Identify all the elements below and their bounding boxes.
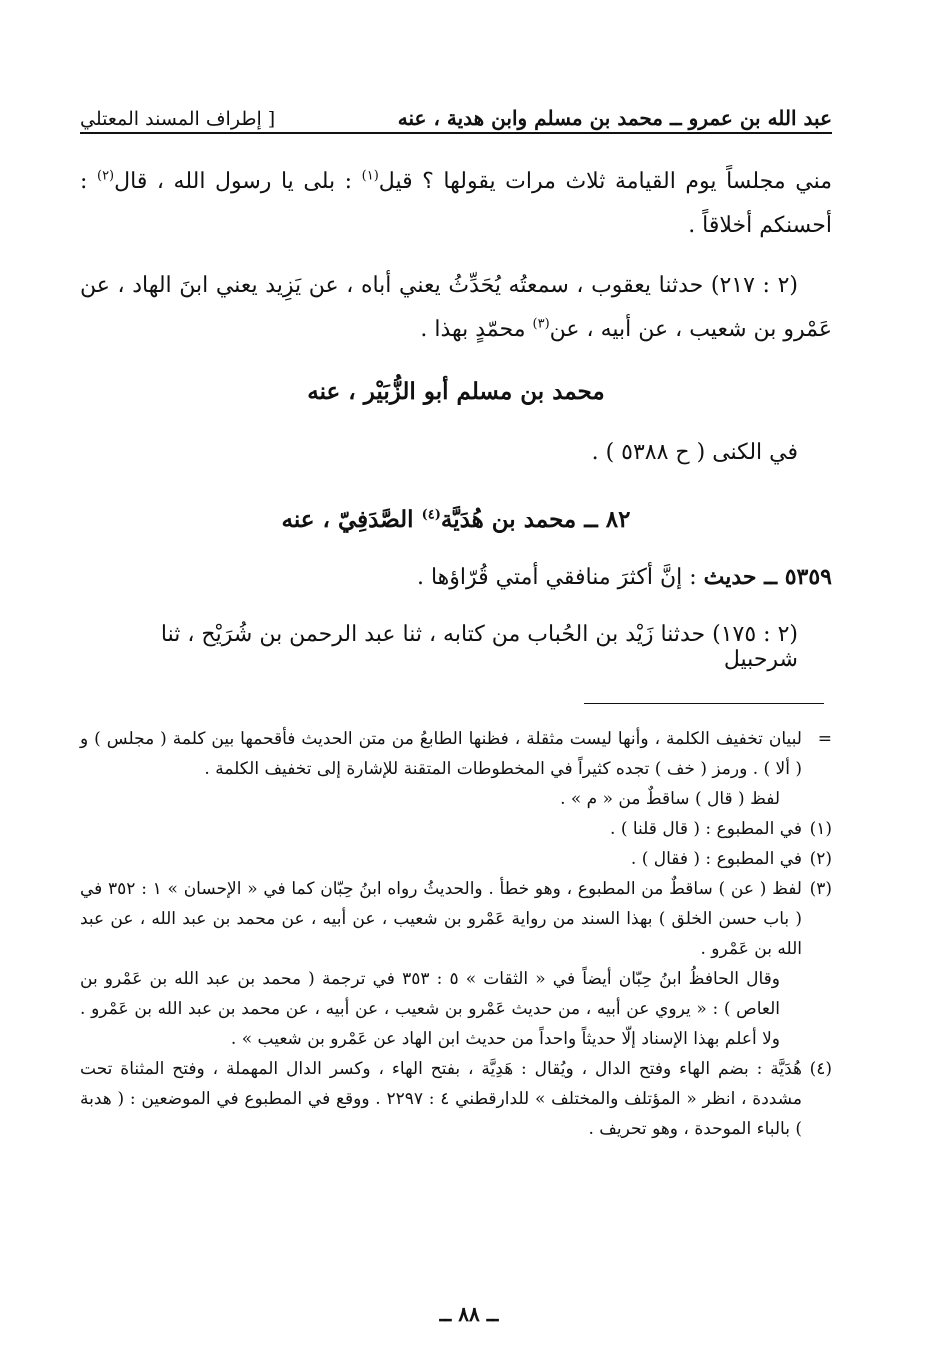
isnad-paragraph xyxy=(80,264,832,352)
heading-text: الصَّدَفِيّ ، عنه xyxy=(281,506,422,533)
paragraph-continued xyxy=(80,160,832,248)
header-rule xyxy=(80,132,832,134)
header-title: عبد الله بن عمرو ــ محمد بن مسلم وابن هدية ، عنه xyxy=(397,106,832,130)
footnote-mark: (٢) xyxy=(809,849,832,869)
footnote-mark: = xyxy=(817,729,832,749)
footnote-text: في المطبوع : ( فقال ) . xyxy=(630,849,802,869)
footnote-text: في المطبوع : ( قال قلنا ) . xyxy=(610,819,802,839)
paragraph-text: (٢ : ٢١٧) حدثنا يعقوب ، سمعتُه يُحَدِّثُ يعني أباه ، عن يَزِيد يعني ابنَ الهاد ، عن عَمْرو بن شعيب ، عن أبيه ، عن xyxy=(80,273,832,342)
paragraph-text: مني مجلساً يوم القيامة ثلاث مرات يقولها ؟ قيل xyxy=(378,169,832,194)
hadith-keyword: حديث xyxy=(703,564,757,590)
footnote-4 xyxy=(80,1054,832,1144)
hadith-entry xyxy=(80,564,832,590)
hadith-text: : إنَّ أكثرَ منافقي أمتي قُرّاؤها . xyxy=(416,565,704,590)
paragraph-text: : بلى يا رسول الله ، قال xyxy=(114,169,362,194)
footnote-mark: (٣) xyxy=(809,879,832,899)
footnote-ref: (٣) xyxy=(532,316,550,332)
hadith-number: ٥٣٥٩ xyxy=(784,564,832,590)
running-header xyxy=(80,96,832,130)
footnote-rule xyxy=(584,703,824,704)
footnote-text: لفظ ( قال ) ساقطٌ من « م » . xyxy=(560,789,780,809)
footnote-ref: (١) xyxy=(361,168,379,184)
footnote-continued xyxy=(80,724,832,814)
section-heading-82 xyxy=(80,506,832,533)
hadith-dash: ــ xyxy=(756,564,785,590)
isnad-paragraph-2: (٢ : ١٧٥) حدثنا زَيْد بن الحُباب من كتابه ، ثنا عبد الرحمن بن شُرَيْح ، ثنا شرحبيل xyxy=(160,622,798,672)
footnote-ref: (٤) xyxy=(421,507,441,523)
footnote-text: وقال الحافظُ ابنُ حِبّان أيضاً في « الثقات » ٥ : ٣٥٣ في ترجمة ( محمد بن عبد الله بن عَمْرو بن العاص ) : « يروي عن أبيه ، من حديث عَمْرو بن شعيب ، عن أبيه ، عن محمد بن عبد الله بن عَمْرو . ولا أعلم بهذا الإسناد إلّا حديثاً واحداً من حديث ابن الهاد عن عَمْرو بن شعيب » . xyxy=(80,969,780,1049)
paragraph-text: : أحسنكم أخلاقاً . xyxy=(80,169,832,238)
page-number: ــ ٨٨ ــ xyxy=(439,1302,499,1326)
footnote-3 xyxy=(80,874,832,1054)
footnote-text: هُدَيَّة : بضم الهاء وفتح الدال ، ويُقال : هَدِيَّة ، بفتح الهاء ، وكسر الدال المهملة ، وفتح المثناة تحت مشددة ، انظر « المؤتلف والمختلف » للدارقطني ٤ : ٢٢٩٧ . ووقع في المطبوع في الموضعين : ( هدبة ) بالباء الموحدة ، وهو تحريف . xyxy=(80,1059,802,1139)
footnote-1 xyxy=(80,814,832,844)
footnote-text: لبيان تخفيف الكلمة ، وأنها ليست مثقلة ، فظنها الطابعُ من متن الحديث فأقحمها بين كلمة ( مجلس ) و ( ألا ) . ورمز ( خف ) تجده كثيراً في المخطوطات المتقنة للإشارة إلى تخفيف الكلمة . xyxy=(80,729,802,779)
footnotes xyxy=(80,724,832,1144)
heading-text: ٨٢ ــ محمد بن هُدَيَّة xyxy=(440,506,631,533)
footnote-ref: (٢) xyxy=(96,168,115,184)
footnote-mark: (٤) xyxy=(809,1059,832,1079)
kuna-reference: في الكنى ( ح ٥٣٨٨ ) . xyxy=(591,440,798,465)
paragraph-text: محمّدٍ بهذا . xyxy=(420,317,533,342)
section-heading: محمد بن مسلم أبو الزُّبَيْر ، عنه xyxy=(307,378,605,405)
footnote-text: لفظ ( عن ) ساقطٌ من المطبوع ، وهو خطأ . والحديثُ رواه ابنُ حِبّان كما في « الإحسان » ١ : ٣٥٢ في ( باب حسن الخلق ) بهذا السند من رواية عَمْرو بن شعيب ، عن أبيه ، عن محمد بن عبد الله ، عن عبد الله بن عَمْرو . xyxy=(80,879,802,959)
header-book-name: [ إطراف المسند المعتلي xyxy=(80,108,276,130)
footnote-mark: (١) xyxy=(809,819,832,839)
footnote-2 xyxy=(80,844,832,874)
